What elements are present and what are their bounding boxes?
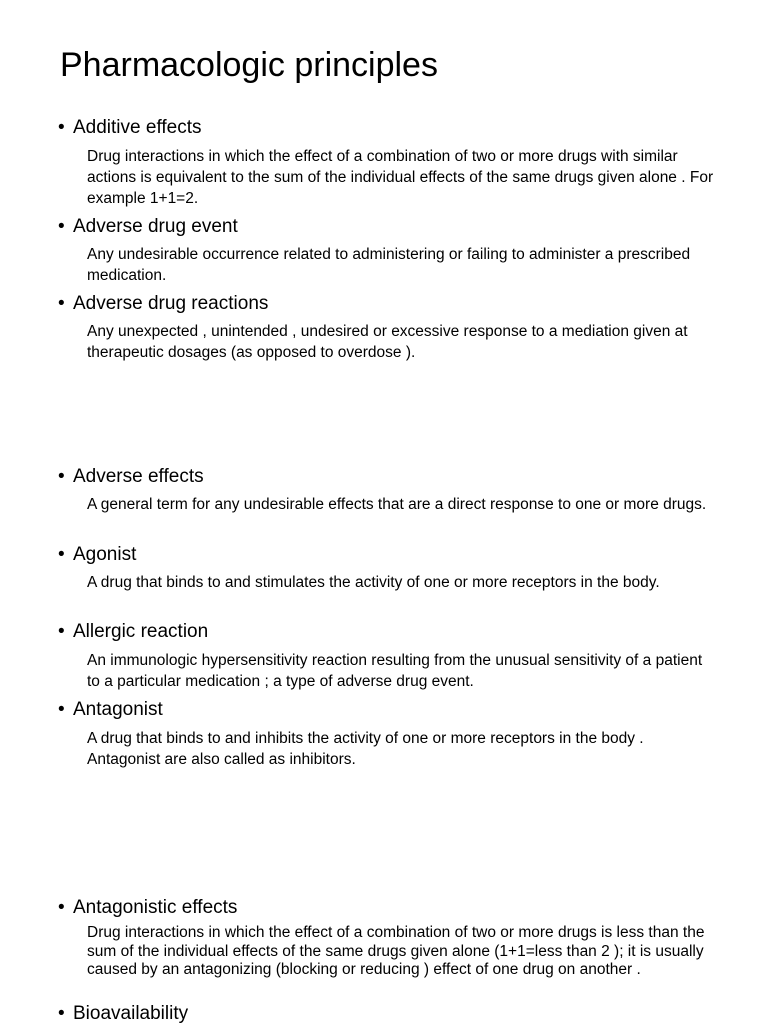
page-title: Pharmacologic principles: [60, 46, 438, 84]
bullet-icon: •: [58, 699, 65, 720]
term-allergic-reaction: [58, 621, 208, 643]
term-label: Adverse effects: [73, 466, 204, 487]
definition-allergic-reaction: An immunologic hypersensitivity reaction resulting from the unusual sensitivity of a patient to a particular medication ; a type of adverse drug event.: [87, 652, 703, 690]
term-antagonist: [58, 699, 163, 721]
bullet-icon: •: [58, 216, 65, 237]
term-label: Antagonistic effects: [73, 897, 238, 918]
term-adverse-effects: [58, 466, 204, 488]
term-additive-effects: [58, 117, 202, 139]
bullet-icon: •: [58, 117, 65, 138]
term-adverse-drug-reactions: [58, 293, 268, 315]
term-agonist: [58, 544, 136, 566]
bullet-icon: •: [58, 621, 65, 642]
definition-antagonistic-effects: Drug interactions in which the effect of a combination of two or more drugs is less than the sum of the individual effects of the same drugs given alone (1+1=less than 2 ); it is usually caused by an antagonizing (blocking or reducing ) effect of one drug on another .: [87, 924, 705, 978]
bullet-icon: •: [58, 897, 65, 918]
term-bioavailability: [58, 1003, 188, 1025]
term-antagonistic-effects: [58, 897, 237, 919]
term-label: Bioavailability: [73, 1003, 189, 1024]
term-label: Antagonist: [73, 699, 163, 720]
term-label: Allergic reaction: [73, 621, 209, 642]
definition-additive-effects: Drug interactions in which the effect of a combination of two or more drugs with similar actions is equivalent to the sum of the individual effects of the same drugs given alone . For example 1+1=2.: [87, 148, 714, 207]
definition-adverse-drug-reactions: Any unexpected , unintended , undesired or excessive response to a mediation given at therapeutic dosages (as opposed to overdose ).: [87, 323, 688, 361]
term-adverse-drug-event: [58, 216, 238, 238]
definition-antagonist: A drug that binds to and inhibits the activity of one or more receptors in the body . Antagonist are also called as inhibitors.: [87, 730, 644, 768]
bullet-icon: •: [58, 293, 65, 314]
term-label: Adverse drug reactions: [73, 293, 269, 314]
definition-adverse-drug-event: Any undesirable occurrence related to administering or failing to administer a prescribed medication.: [87, 246, 691, 284]
term-label: Additive effects: [73, 117, 202, 138]
bullet-icon: •: [58, 466, 65, 487]
term-label: Agonist: [73, 544, 137, 565]
bullet-icon: •: [58, 1003, 65, 1024]
definition-agonist: A drug that binds to and stimulates the activity of one or more receptors in the body.: [87, 574, 660, 591]
definition-adverse-effects: A general term for any undesirable effects that are a direct response to one or more drugs.: [87, 496, 707, 513]
bullet-icon: •: [58, 544, 65, 565]
term-label: Adverse drug event: [73, 216, 238, 237]
